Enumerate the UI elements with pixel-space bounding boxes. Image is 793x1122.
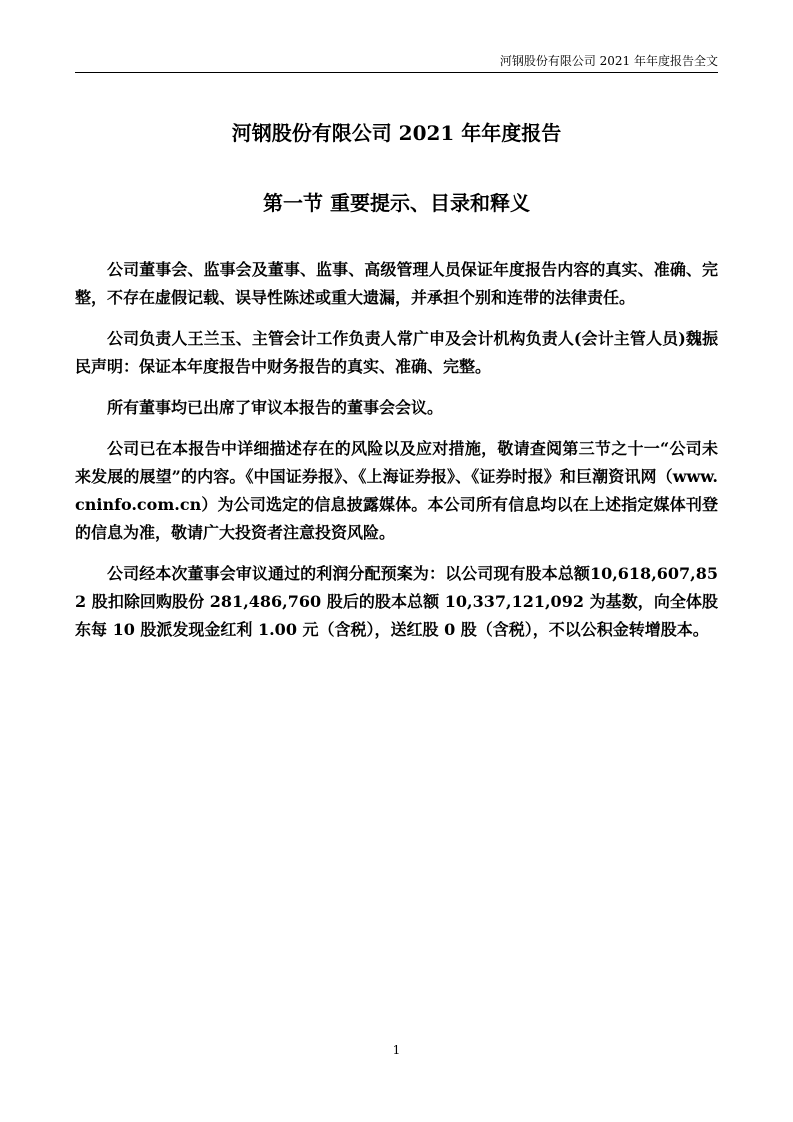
- paragraph-responsibility-statement: 公司董事会、监事会及董事、监事、高级管理人员保证年度报告内容的真实、准确、完整，不存在虚假记载、误导性陈述或重大遗漏，并承担个别和连带的法律责任。: [75, 260, 718, 307]
- section-title: 第一节 重要提示、目录和释义: [263, 191, 530, 215]
- paragraph-risk-disclosure: 公司已在本报告中详细描述存在的风险以及应对措施，敬请查阅第三节之十一“公司未来发展的展望”的内容。《中国证券报》、《上海证券报》、《证券时报》和巨潮资讯网（www.cninfo.com.cn）为公司选定的信息披露媒体。本公司所有信息均以在上述指定媒体刊登的信息为准，敬请广大投资者注意投资风险。: [75, 439, 718, 542]
- paragraph-profit-distribution: 公司经本次董事会审议通过的利润分配预案为：以公司现有股本总额10,618,607,852 股扣除回购股份 281,486,760 股后的股本总额 10,337,121,092 为基数，向全体股东每 10 股派发现金红利 1.00 元（含税），送红股 0 股（含税），不以公积金转增股本。: [75, 564, 718, 639]
- paragraph-financial-statement-declaration: 公司负责人王兰玉、主管会计工作负责人常广申及会计机构负责人(会计主管人员)魏振民声明：保证本年度报告中财务报告的真实、准确、完整。: [75, 329, 718, 376]
- running-header-title: 河钢股份有限公司 2021 年年度报告全文: [499, 54, 718, 68]
- paragraph-board-attendance: 所有董事均已出席了审议本报告的董事会会议。: [107, 398, 444, 417]
- page-number: 1: [392, 1043, 401, 1057]
- body-text: [75, 256, 718, 657]
- document-title: 河钢股份有限公司 2021 年年度报告: [231, 121, 562, 145]
- running-header: [75, 52, 718, 73]
